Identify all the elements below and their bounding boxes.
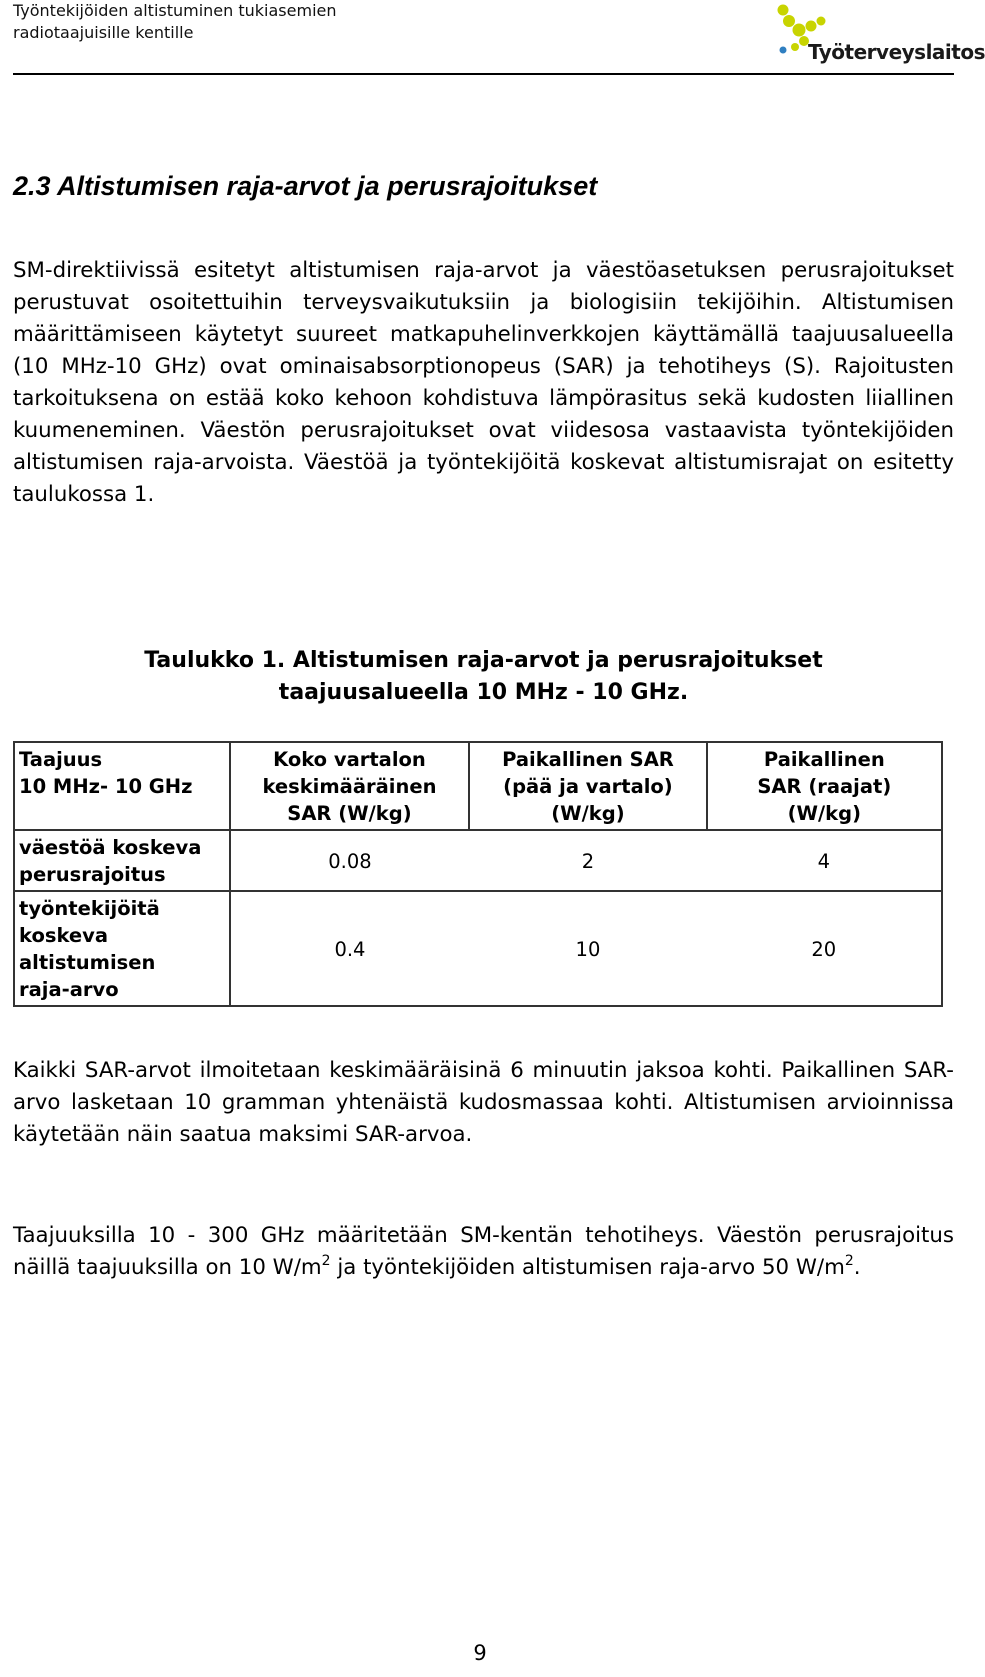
row-label-text: perusrajoitus <box>19 863 166 886</box>
header-text: (W/kg) <box>787 802 861 825</box>
exposure-limits-table <box>13 741 943 1007</box>
value-cell: 4 <box>707 830 942 891</box>
header-cell-whole-body-sar <box>230 742 470 830</box>
header-text: Paikallinen <box>763 748 885 771</box>
superscript: 2 <box>321 1253 331 1269</box>
header-text: (W/kg) <box>551 802 625 825</box>
row-label-text: työntekijöitä <box>19 897 160 920</box>
table-header-row <box>14 742 942 830</box>
paragraph-text: Taajuuksilla 10 - 300 GHz määritetään SM-kentän tehotiheys. Väestön perusrajoitus näillä taajuuksilla on 10 W/m <box>13 1223 954 1280</box>
header-text: keskimääräinen <box>262 775 437 798</box>
header-title-line-2: radiotaajuisille kentille <box>13 23 194 42</box>
row-label-text: väestöä koskeva <box>19 836 202 859</box>
row-label-text: koskeva <box>19 924 108 947</box>
header-text: (pää ja vartalo) <box>503 775 673 798</box>
table-row <box>14 891 942 1006</box>
paragraph-intro: SM-direktiivissä esitetyt altistumisen raja-arvot ja väestöasetuksen perusrajoitukset perustuvat osoitettuihin terveysvaikutuksiin ja biologisiin tekijöihin. Altistumisen määrittämiseen käytetyt suureet matkapuhelinverkkojen käyttämällä taajuusalueella (10 MHz-10 GHz) ovat ominaisabsorptionopeus (SAR) ja tehotiheys (S). Rajoitusten tarkoituksena on estää koko kehoon kohdistuva lämpörasitus sekä kudosten liiallinen kuumeneminen. Väestön perusrajoitukset ovat viidesosa vastaavista työntekijöiden altistumisen raja-arvoista. Väestöä ja työntekijöitä koskevat altistumisrajat on esitetty taulukossa 1. <box>13 258 954 507</box>
header-text: SAR (W/kg) <box>287 802 412 825</box>
header-divider <box>13 73 954 75</box>
paragraph-text: ja työntekijöiden altistumisen raja-arvo 50 W/m <box>330 1255 845 1280</box>
paragraph-power-density <box>13 1220 954 1284</box>
logo-wordmark: Työterveyslaitos <box>808 40 985 64</box>
header-text: Paikallinen SAR <box>502 748 674 771</box>
header-text: 10 MHz- 10 GHz <box>19 775 193 798</box>
paragraph-sar-averaging: Kaikki SAR-arvot ilmoitetaan keskimääräisinä 6 minuutin jaksoa kohti. Paikallinen SAR-arvo lasketaan 10 gramman yhtenäistä kudosmassaa kohti. Altistumisen arvioinnissa käytetään näin saatua maksimi SAR-arvoa. <box>13 1058 954 1147</box>
row-label-workers <box>14 891 230 1006</box>
row-label-text: altistumisen <box>19 951 156 974</box>
document-header-title <box>13 0 337 44</box>
header-cell-local-sar-head-body <box>469 742 706 830</box>
header-text: Koko vartalon <box>273 748 426 771</box>
header-title-line-1: Työntekijöiden altistuminen tukiasemien <box>13 1 337 20</box>
table-row <box>14 830 942 891</box>
value-cell: 0.4 <box>230 891 470 1006</box>
header-cell-local-sar-limbs <box>707 742 942 830</box>
section-heading: 2.3 Altistumisen raja-arvot ja perusrajoitukset <box>13 171 598 201</box>
header-cell-frequency <box>14 742 230 830</box>
header-text: SAR (raajat) <box>757 775 892 798</box>
value-cell: 20 <box>707 891 942 1006</box>
header-text: Taajuus <box>19 748 103 771</box>
row-label-text: raja-arvo <box>19 978 119 1001</box>
value-cell: 0.08 <box>230 830 470 891</box>
superscript: 2 <box>844 1253 854 1269</box>
table-caption <box>13 645 954 709</box>
table-caption-line-2: taajuusalueella 10 MHz - 10 GHz. <box>278 680 689 705</box>
value-cell: 10 <box>469 891 706 1006</box>
page-number: 9 <box>473 1641 487 1665</box>
value-cell: 2 <box>469 830 706 891</box>
paragraph-text: . <box>853 1255 861 1280</box>
table-caption-line-1: Taulukko 1. Altistumisen raja-arvot ja perusrajoitukset <box>144 648 823 673</box>
row-label-public <box>14 830 230 891</box>
